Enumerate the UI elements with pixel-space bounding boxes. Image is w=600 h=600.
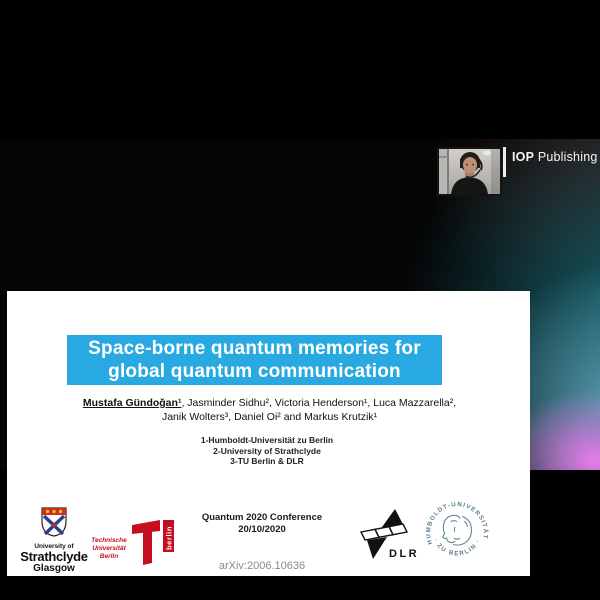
speaker-webcam-image — [439, 181, 500, 198]
strathclyde-line1: University of — [34, 543, 74, 550]
slide-title-line2: global quantum communication — [108, 361, 401, 382]
iop-logo-bold: IOP — [512, 150, 535, 164]
slide-title — [67, 335, 442, 385]
strathclyde-line3: Glasgow — [33, 563, 75, 574]
affiliation-3: 3-TU Berlin & DLR — [230, 456, 304, 466]
iop-publishing-logo — [512, 150, 598, 164]
affiliations — [67, 435, 467, 467]
tu-text-line1: Technische — [91, 537, 127, 544]
humboldt-arc-bottom-text: · ZU BERLIN · — [431, 537, 483, 558]
tu-berlin-vertical-label: berlin — [164, 525, 174, 550]
dlr-logo — [359, 509, 421, 566]
presentation-video-frame — [0, 139, 600, 574]
affiliation-1: 1-Humboldt-Universität zu Berlin — [200, 435, 334, 445]
strathclyde-crest-icon — [40, 524, 68, 541]
lead-author: Mustafa Gündoğan¹ — [82, 397, 182, 409]
other-authors: , Jasminder Sidhu², Victoria Henderson¹, Luca Mazzarella², Janik Wolters³, Daniel Oi² and Markus Krutzik¹ — [161, 397, 457, 423]
tu-berlin-text — [87, 537, 131, 561]
tu-berlin-logo — [87, 517, 177, 574]
authors-line — [77, 397, 462, 424]
speaker-webcam-thumbnail[interactable] — [437, 147, 502, 196]
strathclyde-logo — [17, 507, 91, 574]
svg-text:HUMBOLDT-UNIVERSITÄT — [425, 501, 489, 545]
tu-berlin-glyph-icon — [131, 517, 177, 574]
iop-divider-bar — [503, 147, 506, 177]
arxiv-reference: arXiv:2006.10636 — [218, 560, 306, 572]
svg-text:· ZU BERLIN · — [432, 538, 482, 558]
humboldt-seal — [423, 499, 491, 572]
presentation-slide — [7, 291, 530, 576]
tu-text-line3: Berlin — [99, 553, 119, 560]
tu-text-line2: Universität — [92, 545, 126, 552]
slide-title-line1: Space-borne quantum memories for — [88, 338, 421, 359]
conference-date: 20/10/2020 — [238, 524, 286, 535]
affiliation-2: 2-University of Strathclyde — [213, 445, 321, 456]
humboldt-arc-top-text: HUMBOLDT-UNIVERSITÄT — [425, 501, 489, 546]
iop-logo-regular: Publishing — [534, 150, 598, 164]
humboldt-seal-icon — [423, 501, 491, 571]
dlr-label: DLR — [389, 548, 420, 560]
conference-name: Quantum 2020 Conference — [201, 512, 323, 523]
conference-info — [147, 512, 377, 536]
dlr-emblem-icon — [359, 548, 421, 565]
strathclyde-line2: Strathclyde — [20, 549, 88, 564]
